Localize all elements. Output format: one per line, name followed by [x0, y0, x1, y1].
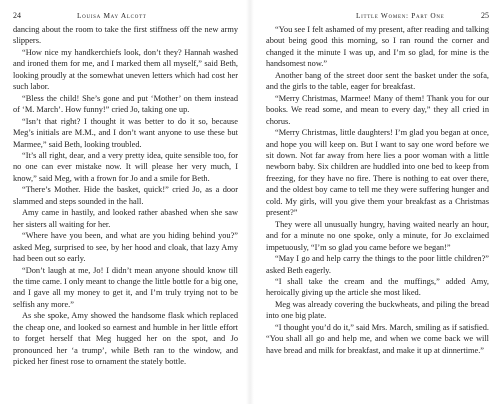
- left-running-head: [13, 11, 238, 21]
- paragraph: “Isn’t that right? I thought it was better to do it so, because Meg’s initials are M.M., and I don’t want anyone to use these but Marmee,” said Beth, looking troubled.: [13, 116, 238, 149]
- right-body-text: [266, 24, 489, 356]
- paragraph: “I thought you’d do it,” said Mrs. March, smiling as if satisfied. “You shall all go and help me, and when we come back we will have bread and milk for breakfast, and make it up at dinnertime.”: [266, 322, 489, 355]
- paragraph: “You see I felt ashamed of my present, after reading and talking about being good this morning, so I ran round the corner and changed it the minute I was up, and I’m so glad, for mine is the handsomest now.”: [266, 25, 489, 69]
- paragraph: Another bang of the street door sent the basket under the sofa, and the girls to the table, eager for breakfast.: [266, 70, 489, 92]
- right-page-number: 25: [481, 11, 489, 20]
- paragraph: “Don’t laugh at me, Jo! I didn’t mean anyone should know till the time came. I only meant to change the little bottle for a big one, and I gave all my money to get it, and I’m truly trying not to be selfish any more.”: [13, 265, 238, 309]
- right-running-head: [266, 11, 489, 21]
- paragraph: dancing about the room to take the first stiffness off the new army slippers.: [13, 25, 238, 46]
- paragraph: “Merry Christmas, little daughters! I’m glad you began at once, and hope you will keep on. But I want to say one word before we sit down. Not far away from here lies a poor woman with a little newborn baby. Six children are huddled into one bed to keep from freezing, for they have no fire. There is nothing to eat over there, and the oldest boy came to tell me they were suffering hunger and cold. My girls, will you give them your breakfast as a Christmas present?”: [266, 128, 489, 218]
- paragraph: “Merry Christmas, Marmee! Many of them! Thank you for our books. We read some, and mean to every day,” they all cried in chorus.: [266, 93, 489, 126]
- paragraph: As she spoke, Amy showed the handsome flask which replaced the cheap one, and looked so earnest and humble in her little effort to forget herself that Meg hugged her on the spot, and Jo pronounced her ‘a trump’, while Beth ran to the window, and picked her finest rose to ornament the stately bottle.: [13, 311, 238, 367]
- paragraph: “Where have you been, and what are you hiding behind you?” asked Meg, surprised to see, by her hood and cloak, that lazy Amy had been out so early.: [13, 231, 238, 264]
- paragraph: Amy came in hastily, and looked rather abashed when she saw her sisters all waiting for her.: [13, 208, 238, 229]
- paragraph: “It’s all right, dear, and a very pretty idea, quite sensible too, for no one can ever mistake now. It will please her very much, I know,” said Meg, with a frown for Jo and a smile for Beth.: [13, 150, 238, 183]
- left-running-title: Louisa May Alcott: [77, 11, 147, 20]
- paragraph: “I shall take the cream and the muffings,” added Amy, heroically giving up the article she most liked.: [266, 276, 489, 298]
- paragraph: Meg was already covering the buckwheats, and piling the bread into one big plate.: [266, 299, 489, 321]
- left-body-text: [13, 24, 238, 368]
- paragraph: “How nice my handkerchiefs look, don’t they? Hannah washed and ironed them for me, and I marked them all myself,” said Beth, looking proudly at the somewhat uneven letters which had cost her such labor.: [13, 47, 238, 92]
- left-page-number: 24: [13, 11, 21, 20]
- right-running-title: Little Women: Part One: [356, 11, 445, 20]
- paragraph: “There’s Mother. Hide the basket, quick!” cried Jo, as a door slammed and steps sounded in the hall.: [13, 185, 238, 206]
- paragraph: “May I go and help carry the things to the poor little children?” asked Beth eagerly.: [266, 254, 489, 275]
- paragraph: “Bless the child! She’s gone and put ‘Mother’ on them instead of ‘M. March’. How funny!” cried Jo, taking one up.: [13, 93, 238, 115]
- right-page: [250, 0, 500, 404]
- paragraph: They were all unusually hungry, having waited nearly an hour, and for a minute no one spoke, only a minute, for Jo exclaimed impetuously, “I’m so glad you came before we began!”: [266, 219, 489, 252]
